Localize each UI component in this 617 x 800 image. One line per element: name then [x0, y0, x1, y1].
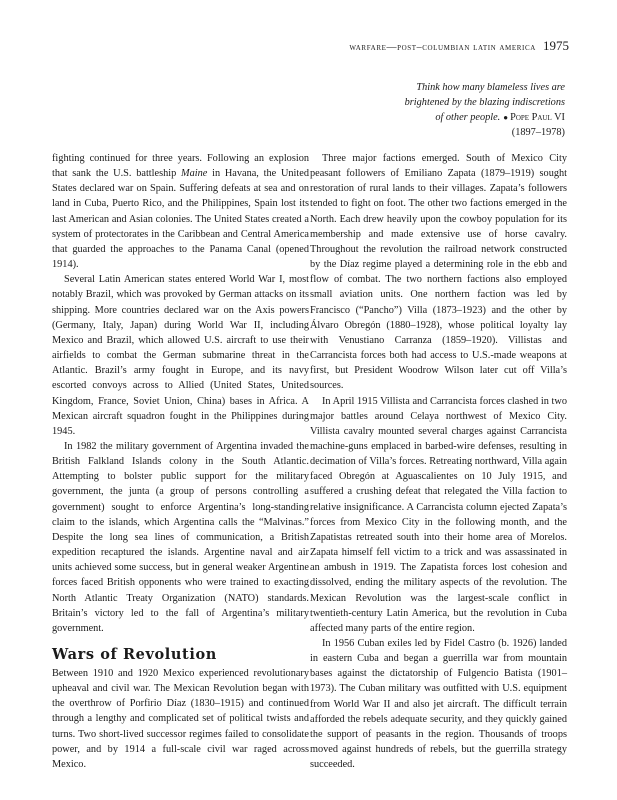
epigraph-years: (1897–1978) [511, 127, 565, 138]
left-column [52, 151, 309, 772]
page-number: 1975 [543, 38, 569, 53]
paragraph: Between 1910 and 1920 Mexico experienced revolutionary upheaval and civil war. The Mexican Revolution began with the overthrow of Porfirio Díaz (1830–1915) and continued through a lengthy and complicated set of political twists and turns. Two short-lived successor regimes failed to consolidate power, and by 1914 a full-scale civil war raged across Mexico. [52, 668, 309, 770]
running-title: warfare—post–columbian latin america [349, 42, 536, 53]
epigraph-line-3: of other people. [435, 112, 501, 123]
bullet-icon: ● [503, 113, 509, 122]
paragraph [52, 151, 309, 272]
running-head [349, 38, 569, 54]
epigraph-author: Pope Paul VI [510, 112, 565, 123]
paragraph-text: fighting continued for three years. Following an explosion that sank the U.S. battleship [52, 153, 309, 180]
epigraph [335, 80, 565, 140]
section-heading: Wars of Revolution [52, 646, 217, 663]
right-column [310, 151, 567, 772]
ship-name: Maine [181, 168, 208, 180]
paragraph: In 1956 Cuban exiles led by Fidel Castro (b. 1926) landed in eastern Cuba and began a guerrilla war from mountain bases against the dictatorship of Fulgencio Batista (1901–1973). The Cuban military was outfitted with U.S. equipment from World War II and also jet aircraft. The difficult terrain afforded the rebels adequate security, and they quickly gained the support of peasants in the region. Thousands of troops moved against hundreds of rebels, but the guerrilla strategy succeeded. [310, 638, 567, 771]
epigraph-line-2: brightened by the blazing indiscretions [404, 97, 565, 108]
paragraph: In April 1915 Villista and Carrancista forces clashed in two major battles around Celaya northwest of Mexico City. Villista cavalry mounted several charges against Carrancista machine-guns emplaced in barbed-wire defenses, resulting in decimation of Villa’s forces. Retreating northward, Villa again faced Obregón at Aguascalientes on 10 July 1915, and suffered a crushing defeat that relegated the Villa faction to relative insignificance. A Carrancista column ejected Zapata’s forces from Mexico City in the following month, and the Zapatistas retreated south into their home area of Morelos. Zapata himself fell victim to a trick and was assassinated in an ambush in 1919. The Zapatista forces lost cohesion and dissolved, ending the military aspects of the revolution. The Mexican Revolution was the largest-scale conflict in twentieth-century Latin America, but the revolution in Cuba affected many parts of the entire region. [310, 395, 567, 634]
epigraph-line-1: Think how many blameless lives are [416, 82, 565, 93]
paragraph-text: in Havana, the United States declared war on Spain. Suffering defeats at sea and on land in Cuba, Puerto Rico, and the Philippines, Spain lost its last American and Asian colonies. The United States created a system of protectorates in the Caribbean and Central America that guarded the approaches to the Panama Canal (opened 1914). [52, 168, 309, 271]
paragraph: Several Latin American states entered World War I, most notably Brazil, which was provoked by German attacks on its shipping. More countries declared war on the Axis powers (Germany, Italy, Japan) during World War II, including Mexico and Brazil, which allowed U.S. aircraft to use their airfields to combat the German submarine threat in the Atlantic. Brazil’s army fought in Europe, and its navy escorted convoys across to Allied (United States, United Kingdom, France, Soviet Union, China) bases in Africa. A Mexican aircraft squadron fought in the Philippines during 1945. [52, 274, 309, 437]
paragraph: In 1982 the military government of Argentina invaded the British Falkland Islands colony in the South Atlantic. Attempting to bolster public support for the military government, the junta (a group of persons controlling a government) sought to enforce Argentina’s long-standing claim to the islands, which Argentina calls the “Malvinas.” Despite the long sea lines of communication, a British expedition recaptured the islands. Argentine naval and air units achieved some success, but in general weaker Argentine forces faced British opponents who were trained to exacting North Atlantic Treaty Organization (NATO) standards. Britain’s victory led to the fall of Argentina’s military government. [52, 440, 309, 634]
paragraph: Three major factions emerged. South of Mexico City peasant followers of Emiliano Zapata (1879–1919) sought restoration of rural lands to their villages. Zapata’s followers tended to fight on foot. The other two factions emerged in the North. Each drew heavily upon the cowboy population for its membership and made extensive use of horse cavalry. Throughout the revolution the railroad network constructed by the Díaz regime played a determining role in the ebb and flow of combat. The two northern factions also employed small aviation units. One northern faction was led by Francisco (“Pancho”) Villa (1873–1923) and the other by Álvaro Obregón (1880–1928), whose political loyalty lay with Venustiano Carranza (1859–1920). Villistas and Carrancista forces both had access to U.S.-made weapons at first, but President Woodrow Wilson later cut off Villa’s sources. [310, 153, 567, 392]
